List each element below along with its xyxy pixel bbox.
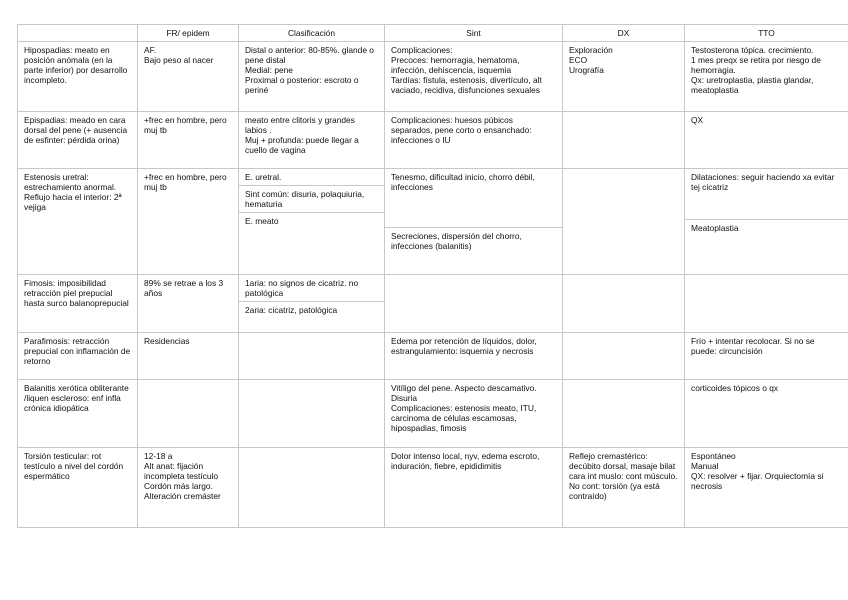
cell-sint: Vitíligo del pene. Aspecto descamativo. Disuria Complicaciones: estenosis meato, ITU, carcinoma de células escamosas, hipospadias, fimosis [385, 380, 563, 448]
subcell-sint-uretral: Tenesmo, dificultad inicio, chorro débil, infecciones [385, 169, 562, 228]
cell-dx: Reflejo cremastérico: decúbito dorsal, masaje bilat cara int muslo: cont músculo. No cont: torsión (ya está contraído) [563, 448, 685, 528]
cell-tto [685, 275, 848, 333]
header-row [18, 25, 848, 42]
cell-sint [385, 169, 563, 275]
cell-clasificacion [239, 333, 385, 380]
cell-dx [563, 275, 685, 333]
cell-clasificacion: meato entre clitoris y grandes labios . Muj + profunda: puede llegar a cuello de vagina [239, 112, 385, 169]
cell-clasificacion: Distal o anterior: 80-85%. glande o pene distal Medial: pene Proximal o posterior: escroto o periné [239, 42, 385, 112]
header-clasificacion: Clasificación [239, 25, 385, 42]
cell-dx [563, 169, 685, 275]
cell-enfermedad: Epispadias: meado en cara dorsal del pene (+ ausencia de esfinter: pérdida orina) [18, 112, 138, 169]
cell-enfermedad: Balanitis xerótica obliterante /liquen escleroso: enf infla crónica idiopática [18, 380, 138, 448]
cell-sint: Dolor intenso local, nyv, edema escroto, induración, fiebre, epididimitis [385, 448, 563, 528]
cell-clasificacion [239, 380, 385, 448]
subcell-secundaria: 2aria: cicatriz, patológica [245, 305, 338, 315]
cell-tto: Espontáneo Manual QX: resolver + fijar. Orquiectomía si necrosis [685, 448, 848, 528]
cell-enfermedad: Torsión testicular: rot testículo a nivel del cordón espermático [18, 448, 138, 528]
cell-sint: Edema por retención de líquidos, dolor, estrangulamiento: isquemia y necrosis [385, 333, 563, 380]
header-fr-epidem: FR/ epidem [138, 25, 239, 42]
cell-sint: Complicaciones: huesos púbicos separados, pene corto o ensanchado: infecciones o IU [385, 112, 563, 169]
cell-enfermedad: Hipospadias: meato en posición anómala (en la parte inferior) por desarrollo incompleto. [18, 42, 138, 112]
subcell-sint-meato: Secreciones, dispersión del chorro, infecciones (balanitis) [391, 231, 522, 251]
cell-fr: AF. Bajo peso al nacer [138, 42, 239, 112]
cell-tto: Testosterona tópica. crecimiento. 1 mes preqx se retira por riesgo de hemorragia. Qx: uretroplastia, plastia glandar, meatoplastia [685, 42, 848, 112]
cell-dx [563, 112, 685, 169]
cell-fr: +frec en hombre, pero muj tb [138, 169, 239, 275]
subcell-tto-uretral: Dilataciones: seguir haciendo xa evitar tej cicatriz [685, 169, 848, 220]
header-sint: Sint [385, 25, 563, 42]
cell-clasificacion [239, 169, 385, 275]
cell-enfermedad: Parafimosis: retracción prepucial con inflamación de retorno [18, 333, 138, 380]
table-row [18, 333, 848, 380]
table-row [18, 169, 848, 275]
cell-tto: corticoides tópicos o qx [685, 380, 848, 448]
cell-dx [563, 333, 685, 380]
header-empty [18, 25, 138, 42]
table-row [18, 380, 848, 448]
header-dx: DX [563, 25, 685, 42]
cell-tto: Frío + intentar recolocar. Si no se puede: circuncisión [685, 333, 848, 380]
cell-sint: Complicaciones: Precoces: hemorragia, hematoma, infección, dehiscencia, isquemia Tardías: fístula, estenosis, divertículo, alt vaciado, recidiva, disfunciones sexuales [385, 42, 563, 112]
cell-tto [685, 169, 848, 275]
cell-fr: +frec en hombre, pero muj tb [138, 112, 239, 169]
cell-enfermedad: Fimosis: imposibilidad retracción piel prepucial hasta surco balanoprepucial [18, 275, 138, 333]
cell-fr [138, 380, 239, 448]
subcell-primaria: 1aria: no signos de cicatriz. no patológica [239, 275, 384, 302]
subcell-sint-comun: Sint común: disuria, polaquiuria, hematuria [239, 186, 384, 213]
cell-tto: QX [685, 112, 848, 169]
medical-notes-table [17, 24, 848, 528]
subcell-e-meato: E. meato [245, 216, 279, 226]
table-row [18, 42, 848, 112]
cell-fr: 89% se retrae a los 3 años [138, 275, 239, 333]
subcell-e-uretral: E. uretral. [239, 169, 384, 186]
cell-fr: Residencias [138, 333, 239, 380]
subcell-tto-meato: Meatoplastia [691, 223, 739, 233]
cell-dx: Exploración ECO Urografía [563, 42, 685, 112]
cell-fr: 12-18 a Alt anat: fijación incompleta testículo Cordón más largo. Alteración cremáster [138, 448, 239, 528]
table-row [18, 112, 848, 169]
header-tto: TTO [685, 25, 848, 42]
cell-dx [563, 380, 685, 448]
cell-clasificacion [239, 275, 385, 333]
table-row [18, 448, 848, 528]
cell-sint [385, 275, 563, 333]
cell-clasificacion [239, 448, 385, 528]
table-row [18, 275, 848, 333]
cell-enfermedad: Estenosis uretral: estrechamiento anormal. Reflujo hacia el interior: 2ª vejiga [18, 169, 138, 275]
